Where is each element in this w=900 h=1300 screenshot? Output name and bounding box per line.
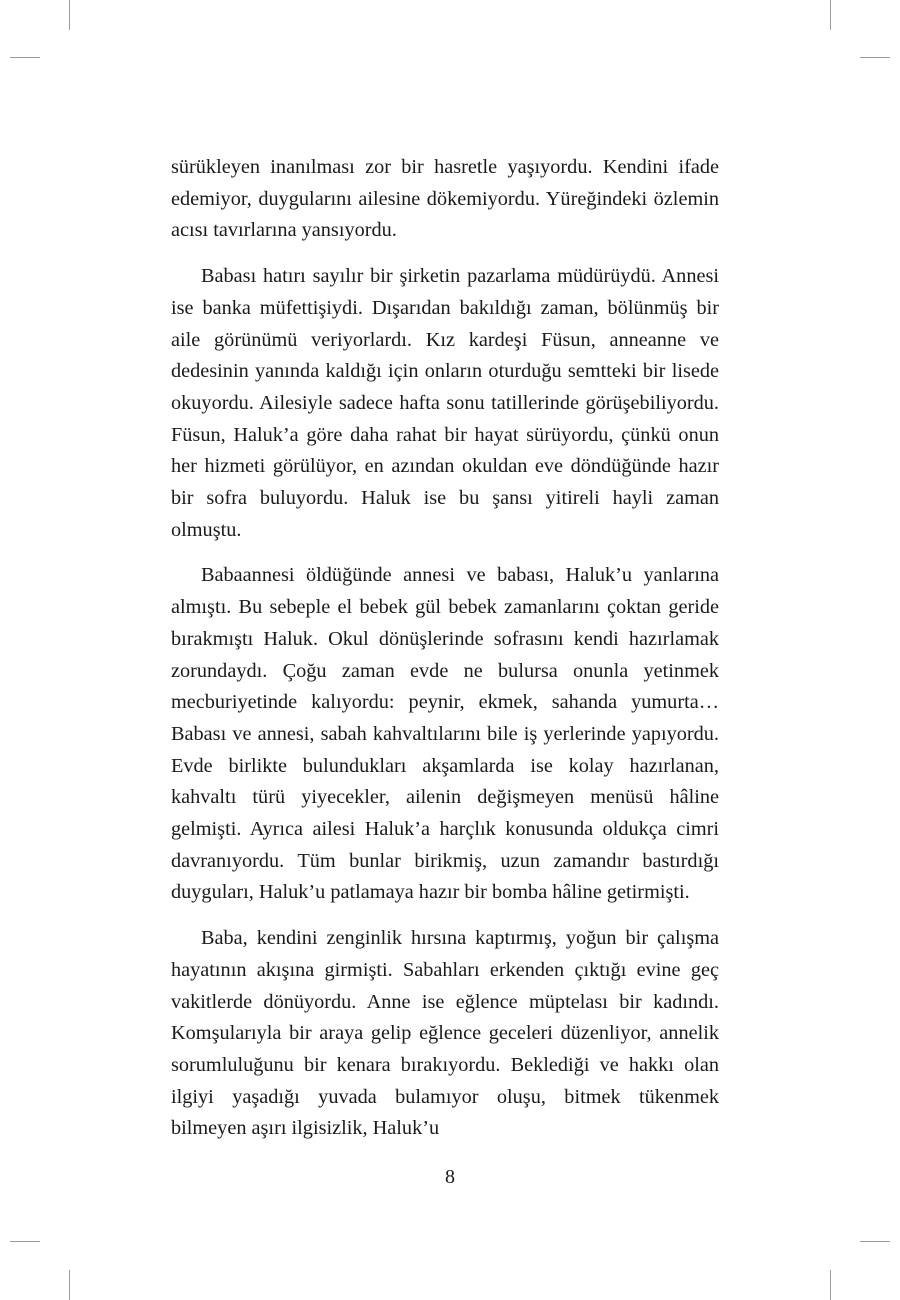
crop-mark-left-bottom — [10, 1241, 40, 1242]
page-number: 8 — [445, 1166, 455, 1188]
crop-mark-top-right — [830, 0, 831, 30]
crop-mark-right-bottom — [860, 1241, 890, 1242]
crop-mark-top-left — [69, 0, 70, 30]
paragraph: Baba, kendini zenginlik hırsına kaptırmış, yoğun bir çalışma hayatının akışına girmişti. Sabahları erkenden çıktığı evine geç vakitlerde dönüyordu. Anne ise eğlence müptelası bir kadındı. Komşularıyla bir araya gelip eğlence geceleri düzenliyor, annelik sorumluluğunu bir kenara bırakıyordu. Beklediği ve hakkı olan ilgiyi yaşadığı yuvada bulamıyor oluşu, bitmek tükenmek bilmeyen aşırı ilgisizlik, Haluk’u — [171, 927, 719, 1140]
page-body — [171, 152, 719, 1159]
paragraph-continued: sürükleyen inanılması zor bir hasretle yaşıyordu. Kendini ifade edemiyor, duygularını ailesine dökemiyordu. Yüreğindeki özlemin acısı tavırlarına yansıyordu. — [171, 156, 719, 242]
crop-mark-bottom-left — [69, 1270, 70, 1300]
crop-mark-right-top — [860, 57, 890, 58]
crop-mark-bottom-right — [830, 1270, 831, 1300]
paragraph: Babaannesi öldüğünde annesi ve babası, Haluk’u yanlarına almıştı. Bu sebeple el bebek gül bebek zamanlarını çoktan geride bırakmıştı Haluk. Okul dönüşlerinde sofrasını kendi hazırlamak zorundaydı. Çoğu zaman evde ne bulursa onunla yetinmek mecburiyetinde kalıyordu: peynir, ekmek, sahanda yumurta… Babası ve annesi, sabah kahvaltılarını bile iş yerlerinde yapıyordu. Evde birlikte bulundukları akşamlarda ise kolay hazırlanan, kahvaltı türü yiyecekler, ailenin değişmeyen menüsü hâline gelmişti. Ayrıca ailesi Haluk’a harçlık konusunda oldukça cimri davranıyordu. Tüm bunlar birikmiş, uzun zamandır bastırdığı duyguları, Haluk’u patlamaya hazır bir bomba hâline getirmişti. — [171, 564, 719, 904]
paragraph: Babası hatırı sayılır bir şirketin pazarlama müdürüydü. Annesi ise banka müfettişiydi. Dışarıdan bakıldığı zaman, bölünmüş bir aile görünümü veriyorlardı. Kız kardeşi Füsun, anneanne ve dedesinin yanında kaldığı için onların oturduğu semtteki bir lisede okuyordu. Ailesiyle sadece hafta sonu tatillerinde görüşebiliyordu. Füsun, Haluk’a göre daha rahat bir hayat sürüyordu, çünkü onun her hizmeti görülüyor, en azından okuldan eve döndüğünde hazır bir sofra buluyordu. Haluk ise bu şansı yitireli hayli zaman olmuştu. — [171, 265, 719, 541]
crop-mark-left-top — [10, 57, 40, 58]
